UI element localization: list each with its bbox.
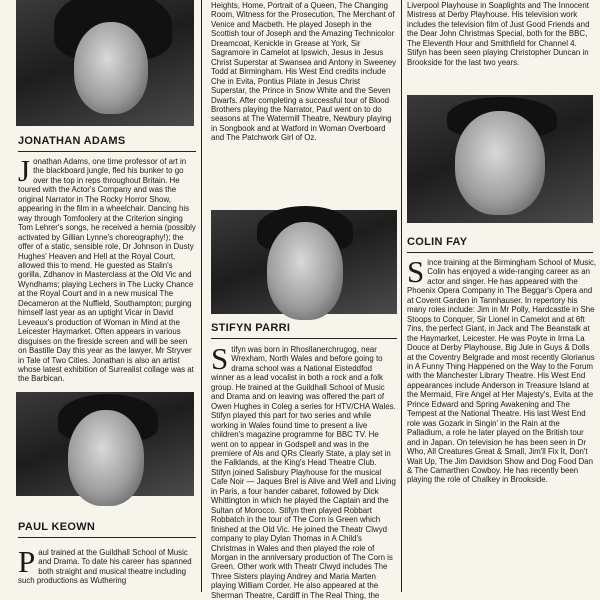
colin-fay-photo (407, 95, 593, 223)
bio-text-paul-keown (18, 544, 198, 586)
name-underline (18, 537, 196, 538)
name-underline (407, 252, 593, 253)
jonathan-adams-photo (16, 0, 194, 126)
bio-text-jonathan-adams (18, 153, 198, 384)
bio-continued-stifyn-parri: Liverpool Playhouse in Soaplights and The Innocent Mistress at Derby Playhouse. His television work includes the television film of Just Good Friends and the Dear John Christmas Special, both for the BBC, The Eleventh Hour and Smithfield for Channel 4. Stifyn has been seen playing Christopher Duncan in Brookside for the last two years. (407, 1, 590, 67)
bio-name-colin-fay: COLIN FAY (407, 236, 468, 248)
stifyn-parri-photo (211, 210, 397, 314)
bio-name-jonathan-adams: JONATHAN ADAMS (18, 135, 126, 147)
bio-text-stifyn-parri (211, 341, 397, 600)
bio-continued-paul-keown: Heights, Home, Portrait of a Queen, The Changing Room, Witness for the Prosecution, The Merchant of Venice and Macbeth. He played Joseph in the Scottish tour of Joseph and the Amazing Technicolor Dreamcoat, Kenickle in Grease at York, Sir Sagramore in Camelot at Ipswich, Jesus in Jesus Christ Superstar at Swansea and Antony in Sweeney Todd at Birmingham. His West End credits include Che in Evita, Pontius Pilate in Jesus Christ Superstar, the Prince in Snow White and the Seven Dwarfs. After completing a successful tour of Blood Brothers playing the Narrator, Paul went on to do seasons at The Watermill Theatre, Newbury playing in Songbook and at Watford in Woman Overboard and The Patchwork Girl of Oz. (211, 1, 397, 143)
name-underline (211, 338, 397, 339)
drop-cap: J (18, 153, 31, 188)
bio-name-stifyn-parri: STIFYN PARRI (211, 322, 291, 334)
drop-cap: S (407, 254, 425, 289)
drop-cap: P (18, 544, 36, 579)
bio-text-colin-fay (407, 254, 597, 485)
bio-body: onathan Adams, one time professor of art in the blackboard jungle, fled his bunker to go over the top in reps throughout Britain. He toured with the Actor's Company and was the original Narrator in The Rocky Horror Show, appearing in the film in a wheelchair. Dancing his way through Tomfoolery at the Criterion singing Tom Lehrer's songs, he received a hernia (possibly activated by Gillian Lynne's choreography!); the offer of a static, sensible role, Dr Johnson in Dusty Hughes' Heaven and Hell at the Royal Court, allowed this to mend. He guested as Stalin's gorilla, Zdhanov in Masterclass at the Old Vic and Wyndhams; playing Lechers in The Lucky Chance at the Royal Court and in a new musical The Decameron at the Nuffield, Southampton; purging himself last year as an uptight Vicar in David Leveaux's production of Woman in Mind at the Leicester Haymarket. Often appears in various disguises on the fireside screen and will be seen on Bastille Day this year as the lawyer, Mr Stryver in Tale of Two Cities. Jonathan is also an artist whose latest exhibition of Surrealist collage was at the Barbican. (18, 157, 196, 384)
bio-body: tifyn was born in Rhosllanerchrugog, near Wrexham, North Wales and before going to drama school was a National Eisteddfod winner as a lead vocalist in both a rock and a folk group. He trained at the Guildhall School of Music and Drama and on leaving was offered the part of Owen Hughes in Coleg a series for HTV/CHA Wales. Stifyn played this part for two series and while working in Wales found time to present a live children's magazine programme for BBC TV. He went on to appear in Godspell and was in the premiere of Als and QRs Clearly State, a play set in the Falklands, at the King's Head Theatre Club. Stifyn joined Salisbury Playhouse for the musical Cafe Noir — Jaques Brel is Alive and Well and Living in Paris, a four hander cabaret, followed by Dick Whittington in which he played the Captain and the Sultan of Morocco. Stifyn then played Robbart Robbatch in the tour of The Corn is Green which finished at the Old Vic. He joined the Theatr Clwyd company to play Dylan Thomas in A Child's Christmas in Wales and then played the role of Morgan in the anniversary production of The Corn is Green. Other work with Theatr Clwyd includes The Three Sisters playing Andrey and Maria Marten playing William Corder. He also appeared at the Sherman Theatre, Cardiff in The Real Thing, the (211, 345, 396, 600)
column-divider-left (201, 0, 202, 592)
bio-name-paul-keown: PAUL KEOWN (18, 521, 96, 533)
drop-cap: S (211, 341, 229, 376)
paul-keown-photo (16, 392, 194, 496)
name-underline (18, 151, 196, 152)
bio-body: ince training at the Birmingham School of Music, Colin has enjoyed a wide-ranging career as an actor and singer. He has appeared with the Phoenix Opera Company in The Beggar's Opera and at Covent Garden in Tannhauser. In repertory his many roles include: Jim in Mr Polly, Hardcastle in She Stoops to Conquer, Sir Lionel in Camelot and at 6ft 7ins, the perfect Giant, in Jack and The Beanstalk at the Haymarket, Leicester. He was Poyte in Irma La Douce at Derby Playhouse, Big Jule in Guys & Dolls at the Coventry Belgrade and most recently Glorianus in A Funny Thing Happened on the Way to the Forum with the Manchester Library Theatre. His West End appearances include Anderson in Treasure Island at the Mermaid, Fire Angel at Her Majesty's, Evita at the Prince Edward and Spring Awakening and The Tempest at the National Theatre. His last West End role was Gozark in Singin' in the Rain at the Palladium, a role he later played on the British tour and in Japan. On television he has been seen in Dr Who, All Creatures Great & Small, Jim'll Fix It, Don't Wait Up, The Jim Davidson Show and Dog Food Dan & The Camarthen Cowboy. He has recently been playing the role of Chalkey in Brookside. (407, 258, 597, 485)
bio-body: aul trained at the Guildhall School of Music and Drama. To date his career has spanned both straight and musical theatre including such productions as Wuthering (18, 548, 192, 586)
column-divider-right (401, 0, 402, 592)
